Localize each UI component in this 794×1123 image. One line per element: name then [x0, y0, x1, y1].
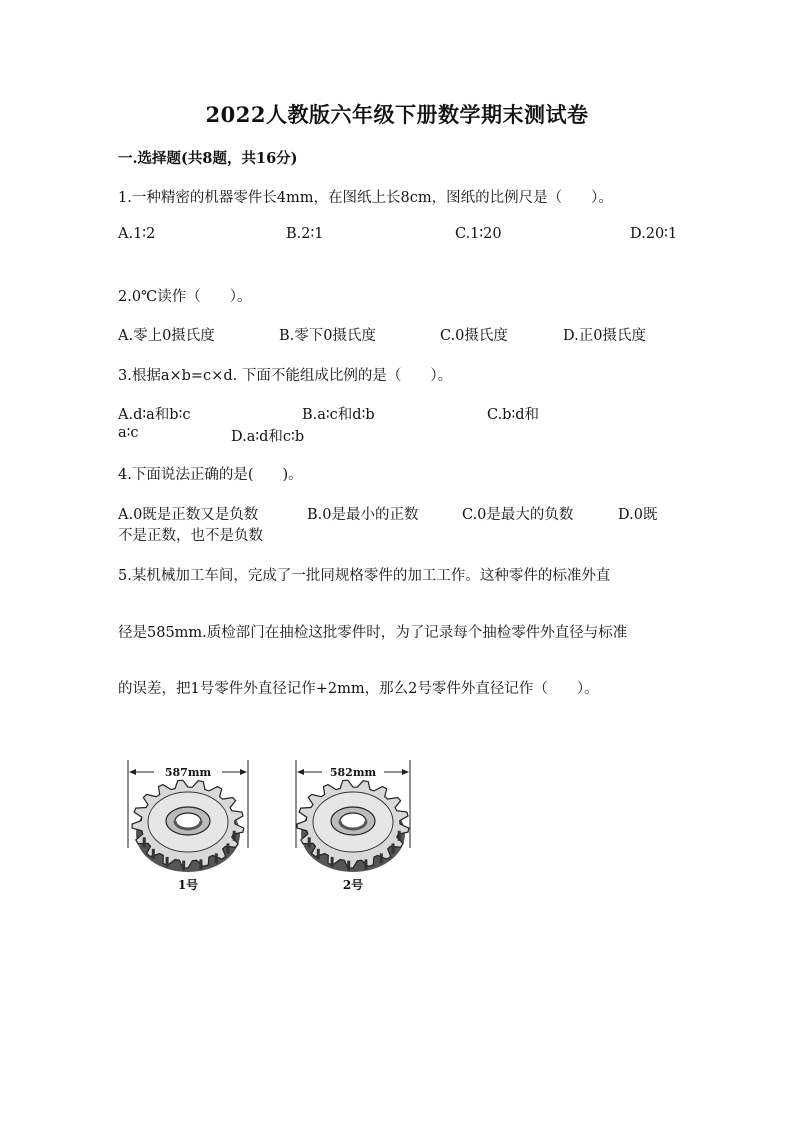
question-2-stem: 2.0℃读作（ ）。 — [118, 289, 252, 305]
question-5-line-2: 径是585mm.质检部门在抽检这批零件时，为了记录每个抽检零件外直径与标准 — [118, 625, 628, 641]
gear-1-measure: 587mm — [164, 766, 212, 779]
question-1-option-b: B.2∶1 — [286, 226, 324, 242]
question-5-line-1: 5.某机械加工车间，完成了一批同规格零件的加工工作。这种零件的标准外直 — [118, 568, 611, 584]
question-4-option-a: A.0既是正数又是负数 — [118, 507, 259, 523]
question-1-option-c: C.1∶20 — [455, 226, 502, 242]
question-2-option-c: C.0摄氏度 — [440, 328, 508, 344]
gear-2-measure: 582mm — [329, 766, 377, 779]
question-4-option-d: D.0既 — [618, 507, 658, 523]
question-2-option-b: B.零下0摄氏度 — [279, 328, 376, 344]
question-1-option-d: D.20∶1 — [630, 226, 678, 242]
question-3-stem: 3.根据a×b=c×d. 下面不能组成比例的是（ ）。 — [118, 368, 453, 384]
gear-2-drawing — [286, 752, 426, 902]
question-4-option-d-cont: 不是正数，也不是负数 — [118, 528, 263, 544]
page-title: 2022人教版六年级下册数学期末测试卷 — [205, 102, 589, 127]
question-4-option-b: B.0是最小的正数 — [307, 507, 419, 523]
question-4-stem: 4.下面说法正确的是( )。 — [118, 467, 303, 483]
question-5-line-3: 的误差，把1号零件外直径记作+2mm，那么2号零件外直径记作（ ）。 — [118, 681, 599, 697]
gear-figure-2 — [286, 752, 426, 902]
question-3-option-b: B.a∶c和d∶b — [302, 407, 375, 423]
question-2-option-d: D.正0摄氏度 — [563, 328, 646, 344]
gear-1-drawing — [118, 752, 258, 902]
gear-figure-1 — [118, 752, 258, 902]
question-3-option-c: C.b∶d和 — [487, 407, 540, 423]
question-3-option-d: D.a∶d和c∶b — [231, 429, 305, 445]
question-3-option-c-cont: a∶c — [118, 425, 139, 441]
question-1-option-a: A.1∶2 — [118, 226, 156, 242]
question-2-option-a: A.零上0摄氏度 — [118, 328, 215, 344]
gear-1-icon — [132, 780, 244, 872]
question-4-option-c: C.0是最大的负数 — [462, 507, 574, 523]
question-1-stem: 1.一种精密的机器零件长4mm，在图纸上长8cm，图纸的比例尺是（ ）。 — [118, 190, 613, 206]
section-heading: 一.选择题(共8题，共16分) — [118, 150, 298, 167]
gear-2-icon — [297, 780, 409, 872]
gear-2-label: 2号 — [342, 878, 364, 892]
question-3-option-a: A.d∶a和b∶c — [118, 407, 191, 423]
gear-1-label: 1号 — [177, 878, 199, 892]
